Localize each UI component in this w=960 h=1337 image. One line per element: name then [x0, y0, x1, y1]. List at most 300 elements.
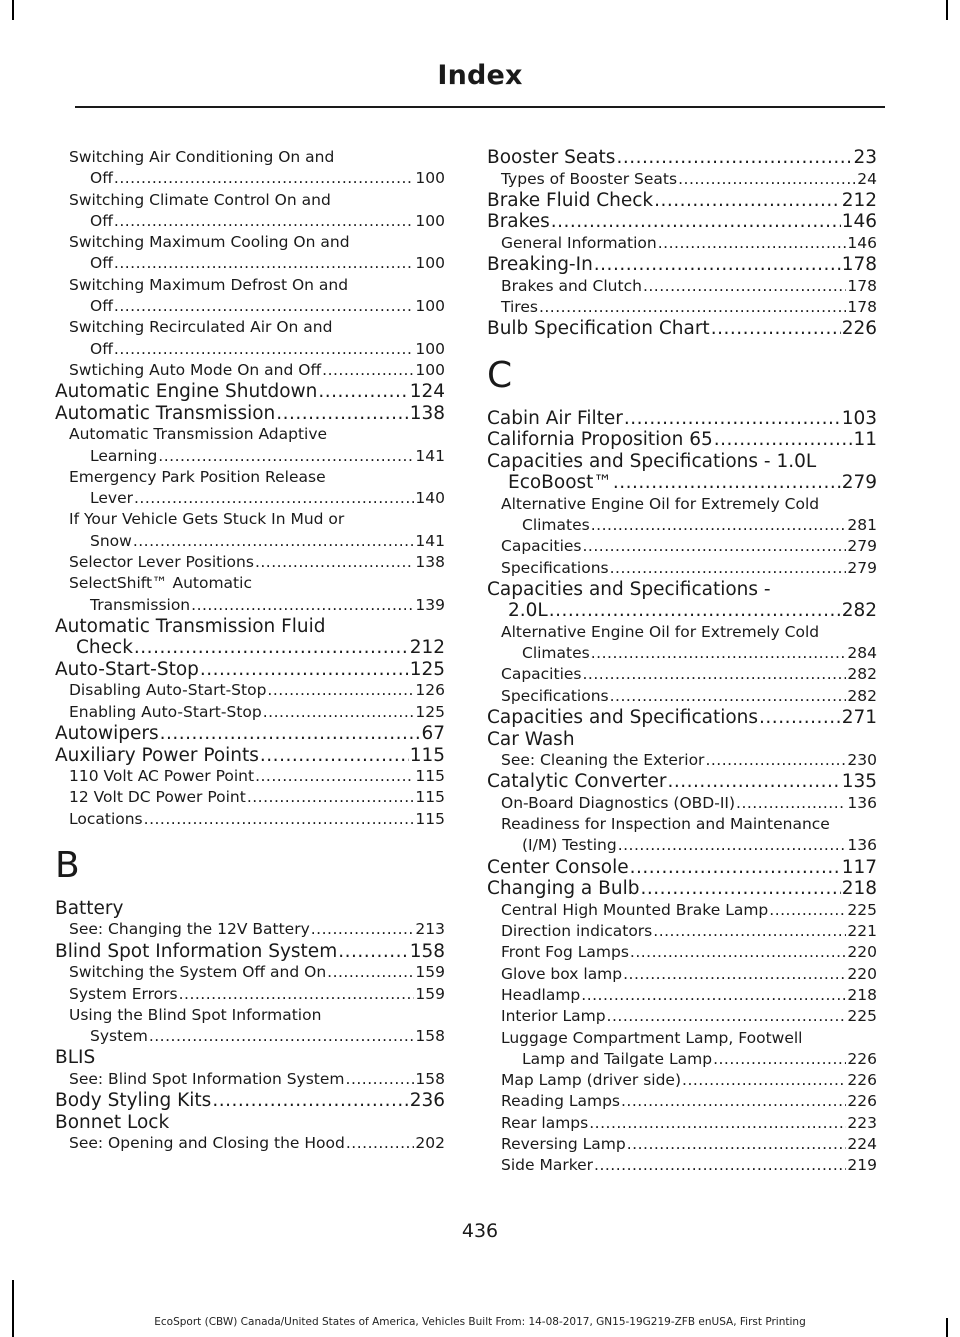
- page-reference[interactable]: 11: [853, 429, 877, 451]
- dot-leader: [591, 515, 847, 536]
- index-entry[interactable]: [487, 857, 877, 879]
- entry-text: (I/M) Testing: [522, 836, 617, 855]
- dot-leader: [346, 1133, 415, 1154]
- dot-leader: [769, 900, 846, 921]
- dot-leader: [630, 942, 847, 963]
- header-divider: [75, 106, 885, 108]
- dot-leader: [759, 707, 841, 729]
- entry-text: Swtiching Auto Mode On and Off: [69, 360, 322, 379]
- entry-text: Climates: [522, 644, 590, 663]
- page-reference[interactable]: 158: [415, 1027, 445, 1046]
- index-entry[interactable]: [487, 429, 877, 451]
- dot-leader: [705, 750, 846, 771]
- index-entry[interactable]: [487, 878, 877, 900]
- page-reference[interactable]: 202: [415, 1134, 445, 1153]
- entry-text: Specifications: [501, 686, 609, 705]
- entry-text: California Proposition 65: [487, 429, 713, 451]
- entry-text: Off: [90, 169, 113, 188]
- index-subentry[interactable]: [55, 573, 445, 616]
- dot-leader: [200, 659, 409, 681]
- index-entry[interactable]: [487, 707, 877, 729]
- entry-text: Body Styling Kits: [55, 1090, 212, 1112]
- dot-leader: [589, 1113, 846, 1134]
- entry-text: Central High Mounted Brake Lamp: [501, 900, 769, 919]
- dot-leader: [263, 702, 415, 723]
- entry-text-line: Capacities and Specifications - 1.0L: [487, 450, 817, 472]
- dot-leader: [549, 600, 841, 622]
- page-reference[interactable]: 23: [853, 147, 877, 168]
- entry-text: General Information: [501, 233, 657, 252]
- index-subentry[interactable]: [55, 147, 445, 190]
- page-number: 436: [461, 1220, 499, 1242]
- entry-text: See: Blind Spot Information System: [69, 1069, 345, 1088]
- dot-leader: [616, 147, 852, 169]
- entry-text: Battery: [55, 897, 124, 919]
- dot-leader: [158, 446, 414, 467]
- index-entry[interactable]: [55, 616, 445, 659]
- page-reference[interactable]: 236: [409, 1090, 445, 1112]
- index-subentry[interactable]: [55, 809, 445, 830]
- dot-leader: [678, 169, 856, 190]
- page-reference[interactable]: 212: [409, 637, 445, 659]
- index-subentry[interactable]: [487, 622, 877, 665]
- dot-leader: [624, 408, 841, 430]
- dot-leader: [618, 835, 847, 856]
- index-subentry[interactable]: [487, 276, 877, 297]
- page-reference[interactable]: 146: [847, 233, 877, 252]
- entry-text: Brakes and Clutch: [501, 276, 642, 295]
- page-reference[interactable]: 218: [847, 985, 877, 1004]
- entry-text: Automatic Transmission: [55, 402, 276, 424]
- entry-text: 12 Volt DC Power Point: [69, 788, 246, 807]
- page-reference[interactable]: 141: [415, 531, 445, 550]
- page-reference[interactable]: 115: [415, 788, 445, 807]
- entry-text: Side Marker: [501, 1156, 594, 1175]
- index-entry[interactable]: [487, 579, 877, 622]
- page-reference[interactable]: 100: [415, 360, 445, 379]
- entry-text: Auto-Start-Stop: [55, 658, 199, 680]
- dot-leader: [714, 429, 853, 451]
- page-reference[interactable]: 279: [841, 472, 877, 494]
- entry-text: Off: [90, 211, 113, 230]
- index-subentry[interactable]: [55, 962, 445, 983]
- page-reference[interactable]: 159: [415, 963, 445, 982]
- entry-text: Learning: [90, 446, 158, 465]
- entry-text: Tires: [501, 297, 538, 316]
- section-letter: B: [55, 844, 80, 886]
- index-entry[interactable]: [55, 745, 445, 767]
- page-reference[interactable]: 140: [415, 489, 445, 508]
- index-entry[interactable]: [55, 723, 445, 745]
- dot-leader: [191, 595, 414, 616]
- index-subentry[interactable]: [487, 664, 877, 685]
- index-subentry[interactable]: [487, 1091, 877, 1112]
- page-reference[interactable]: 282: [847, 686, 877, 705]
- index-entry[interactable]: [55, 659, 445, 681]
- entry-text-line: Using the Blind Spot Information: [69, 1005, 322, 1024]
- dot-leader: [276, 403, 408, 425]
- page-reference[interactable]: 139: [415, 595, 445, 614]
- dot-leader: [149, 1026, 415, 1047]
- dot-leader: [114, 211, 415, 232]
- index-subentry[interactable]: [55, 467, 445, 510]
- page-reference[interactable]: 279: [847, 537, 877, 556]
- page-reference[interactable]: 115: [409, 744, 445, 766]
- page-reference[interactable]: 226: [847, 1071, 877, 1090]
- crop-mark: [12, 1280, 14, 1337]
- entry-text: Car Wash: [487, 728, 575, 750]
- page-reference[interactable]: 282: [847, 665, 877, 684]
- entry-text: 110 Volt AC Power Point: [69, 767, 255, 786]
- index-entry[interactable]: [487, 729, 877, 751]
- dot-leader: [260, 745, 409, 767]
- page-reference[interactable]: 100: [415, 254, 445, 273]
- dot-leader: [255, 766, 414, 787]
- index-subentry[interactable]: [55, 509, 445, 552]
- index-subentry[interactable]: [55, 424, 445, 467]
- page-reference[interactable]: 230: [847, 751, 877, 770]
- index-subentry[interactable]: [487, 921, 877, 942]
- footer-text: EcoSport (CBW) Canada/United States of America, Vehicles Built From: 14-08-2017, GN15-19G219-ZFB enUSA, First Printing: [154, 1316, 806, 1328]
- page-reference[interactable]: 103: [841, 407, 877, 429]
- page-reference[interactable]: 220: [847, 943, 877, 962]
- page-reference[interactable]: 115: [415, 767, 445, 786]
- page-reference[interactable]: 125: [415, 702, 445, 721]
- page-reference[interactable]: 212: [841, 189, 877, 211]
- dot-leader: [318, 381, 408, 403]
- page-reference[interactable]: 159: [415, 984, 445, 1003]
- entry-text: Specifications: [501, 558, 609, 577]
- entry-text: Blind Spot Information System: [55, 940, 338, 962]
- page-reference[interactable]: 124: [409, 381, 445, 403]
- index-subentry[interactable]: [487, 1113, 877, 1134]
- index-subentry[interactable]: [487, 814, 877, 857]
- dot-leader: [327, 962, 414, 983]
- dot-leader: [114, 339, 415, 360]
- dot-leader: [346, 1069, 415, 1090]
- entry-text: Reading Lamps: [501, 1092, 620, 1111]
- dot-leader: [711, 318, 841, 340]
- page-reference[interactable]: 219: [847, 1156, 877, 1175]
- entry-text: 2.0L: [508, 600, 548, 622]
- index-entry[interactable]: [55, 941, 445, 963]
- index-subentry[interactable]: [55, 702, 445, 723]
- page-reference[interactable]: 100: [415, 211, 445, 230]
- dot-leader: [682, 1070, 846, 1091]
- index-entry[interactable]: [55, 403, 445, 425]
- page-reference[interactable]: 220: [847, 964, 877, 983]
- entry-text: Check: [76, 637, 133, 659]
- page-reference[interactable]: 141: [415, 446, 445, 465]
- entry-text: Transmission: [90, 595, 191, 614]
- entry-text: Lever: [90, 489, 133, 508]
- index-subentry[interactable]: [55, 984, 445, 1005]
- page-reference[interactable]: 221: [847, 922, 877, 941]
- crop-mark: [946, 0, 948, 20]
- dot-leader: [114, 296, 415, 317]
- entry-text: Capacities: [501, 665, 582, 684]
- entry-text: Interior Lamp: [501, 1007, 606, 1026]
- dot-leader: [160, 723, 421, 745]
- index-subentry[interactable]: [487, 1006, 877, 1027]
- page-reference[interactable]: 224: [847, 1135, 877, 1154]
- index-subentry[interactable]: [55, 1069, 445, 1090]
- index-subentry[interactable]: [487, 297, 877, 318]
- entry-text-line: Alternative Engine Oil for Extremely Cold: [501, 494, 820, 513]
- dot-leader: [623, 964, 846, 985]
- page-reference[interactable]: 282: [841, 600, 877, 622]
- dot-leader: [247, 787, 415, 808]
- page-reference[interactable]: 146: [841, 211, 877, 233]
- page-reference[interactable]: 100: [415, 297, 445, 316]
- index-column-left: [55, 147, 445, 1155]
- page-reference[interactable]: 138: [409, 402, 445, 424]
- dot-leader: [144, 809, 415, 830]
- page-reference[interactable]: 225: [847, 1007, 877, 1026]
- dot-leader: [551, 211, 841, 233]
- entry-text: See: Changing the 12V Battery: [69, 920, 310, 939]
- index-subentry[interactable]: [487, 169, 877, 190]
- entry-text: Selector Lever Positions: [69, 553, 254, 572]
- dot-leader: [607, 1006, 847, 1027]
- entry-text-line: If Your Vehicle Gets Stuck In Mud or: [69, 510, 345, 529]
- index-subentry[interactable]: [55, 552, 445, 573]
- page-reference[interactable]: 67: [421, 723, 445, 745]
- entry-text-line: Switching Climate Control On and: [69, 190, 331, 209]
- dot-leader: [581, 985, 846, 1006]
- index-entry[interactable]: [487, 318, 877, 340]
- page-reference[interactable]: 125: [409, 658, 445, 680]
- page-reference[interactable]: 271: [841, 707, 877, 729]
- page-reference[interactable]: 115: [415, 809, 445, 828]
- index-subentry[interactable]: [55, 1005, 445, 1048]
- index-subentry[interactable]: [487, 1070, 877, 1091]
- entry-text-line: Switching Recirculated Air On and: [69, 318, 333, 337]
- entry-text: Bonnet Lock: [55, 1111, 170, 1133]
- index-entry[interactable]: [55, 1047, 445, 1069]
- index-entry[interactable]: [55, 1090, 445, 1112]
- page-reference[interactable]: 178: [847, 297, 877, 316]
- entry-text: Enabling Auto-Start-Stop: [69, 702, 262, 721]
- index-entry[interactable]: [487, 190, 877, 212]
- entry-text: Center Console: [487, 856, 629, 878]
- entry-text: Types of Booster Seats: [501, 169, 678, 188]
- entry-text: Headlamp: [501, 985, 581, 1004]
- index-entry[interactable]: [487, 211, 877, 233]
- index-subentry[interactable]: [55, 232, 445, 275]
- entry-text-line: Switching Air Conditioning On and: [69, 148, 335, 166]
- index-subentry[interactable]: [487, 1155, 877, 1176]
- entry-text-line: Alternative Engine Oil for Extremely Cold: [501, 622, 820, 641]
- entry-text-line: Automatic Transmission Fluid: [55, 615, 326, 637]
- entry-text: Automatic Engine Shutdown: [55, 381, 318, 403]
- index-entry[interactable]: [487, 254, 877, 276]
- entry-text: Climates: [522, 515, 590, 534]
- dot-leader: [594, 254, 841, 276]
- entry-text: Map Lamp (driver side): [501, 1071, 682, 1090]
- index-entry[interactable]: [487, 451, 877, 494]
- entry-text: Disabling Auto-Start-Stop: [69, 681, 267, 700]
- entry-text-line: Capacities and Specifications -: [487, 578, 771, 600]
- index-entry[interactable]: [487, 771, 877, 793]
- page-reference[interactable]: 100: [415, 169, 445, 188]
- crop-mark: [12, 0, 14, 20]
- entry-text: Front Fog Lamps: [501, 943, 629, 962]
- dot-leader: [114, 168, 415, 189]
- entry-text: Changing a Bulb: [487, 878, 640, 900]
- entry-text-line: Emergency Park Position Release: [69, 467, 326, 486]
- entry-text: Glove box lamp: [501, 964, 623, 983]
- entry-text: System: [90, 1027, 148, 1046]
- entry-text: Off: [90, 339, 113, 358]
- index-subentry[interactable]: [487, 942, 877, 963]
- page-reference[interactable]: 281: [847, 515, 877, 534]
- page-reference[interactable]: 223: [847, 1113, 877, 1132]
- page-reference[interactable]: 117: [841, 856, 877, 878]
- dot-leader: [654, 190, 841, 212]
- index-subentry[interactable]: [55, 190, 445, 233]
- dot-leader: [133, 531, 415, 552]
- page-reference[interactable]: 178: [841, 254, 877, 276]
- dot-leader: [322, 360, 414, 381]
- entry-text: Breaking-In: [487, 254, 593, 276]
- index-subentry[interactable]: [487, 750, 877, 771]
- dot-leader: [610, 558, 847, 579]
- entry-text-line: Automatic Transmission Adaptive: [69, 425, 328, 444]
- entry-text: System Errors: [69, 984, 178, 1003]
- index-subentry[interactable]: [487, 985, 877, 1006]
- index-subentry[interactable]: [487, 558, 877, 579]
- page-reference[interactable]: 226: [847, 1049, 877, 1068]
- dot-leader: [627, 1134, 847, 1155]
- index-subentry[interactable]: [55, 680, 445, 701]
- dot-leader: [114, 253, 415, 274]
- dot-leader: [643, 276, 846, 297]
- index-entry[interactable]: [487, 408, 877, 430]
- entry-text: Locations: [69, 809, 143, 828]
- entry-text: Capacities and Specifications: [487, 707, 759, 729]
- page-reference[interactable]: 226: [841, 318, 877, 340]
- index-subentry[interactable]: [487, 536, 877, 557]
- page-reference[interactable]: 100: [415, 339, 445, 358]
- page-reference[interactable]: 158: [415, 1069, 445, 1088]
- entry-text: Brakes: [487, 211, 550, 233]
- page-reference[interactable]: 135: [841, 771, 877, 793]
- dot-leader: [621, 1091, 846, 1112]
- dot-leader: [591, 643, 847, 664]
- index-subentry[interactable]: [55, 919, 445, 940]
- entry-text: Autowipers: [55, 723, 159, 745]
- page-reference[interactable]: 158: [409, 940, 445, 962]
- entry-text: Reversing Lamp: [501, 1135, 626, 1154]
- dot-leader: [736, 793, 846, 814]
- entry-text: Bulb Specification Chart: [487, 318, 710, 340]
- index-subentry[interactable]: [487, 233, 877, 254]
- dot-leader: [613, 472, 841, 494]
- dot-leader: [658, 233, 847, 254]
- index-subentry[interactable]: [55, 360, 445, 381]
- entry-text: Switching the System Off and On: [69, 963, 327, 982]
- entry-text: Off: [90, 254, 113, 273]
- dot-leader: [134, 637, 409, 659]
- index-subentry[interactable]: [487, 964, 877, 985]
- index-subentry[interactable]: [487, 1028, 877, 1071]
- entry-text: EcoBoost™: [508, 472, 612, 494]
- page-reference[interactable]: 226: [847, 1092, 877, 1111]
- entry-text: Brake Fluid Check: [487, 189, 654, 211]
- dot-leader: [668, 771, 841, 793]
- index-subentry[interactable]: [487, 686, 877, 707]
- page-reference[interactable]: 178: [847, 276, 877, 295]
- page-reference[interactable]: 279: [847, 558, 877, 577]
- index-subentry[interactable]: [487, 1134, 877, 1155]
- page-reference[interactable]: 138: [415, 553, 445, 572]
- entry-text: Rear lamps: [501, 1113, 589, 1132]
- index-subentry[interactable]: [55, 1133, 445, 1154]
- page-reference[interactable]: 136: [847, 793, 877, 812]
- index-entry[interactable]: [55, 898, 445, 920]
- entry-text: See: Cleaning the Exterior: [501, 751, 705, 770]
- entry-text: Cabin Air Filter: [487, 407, 623, 429]
- dot-leader: [640, 878, 840, 900]
- entry-text: Lamp and Tailgate Lamp: [522, 1049, 713, 1068]
- index-subentry[interactable]: [55, 317, 445, 360]
- entry-text: Off: [90, 297, 113, 316]
- entry-text-line: Luggage Compartment Lamp, Footwell: [501, 1028, 803, 1047]
- index-subentry[interactable]: [55, 766, 445, 787]
- page-reference[interactable]: 136: [847, 836, 877, 855]
- index-entry[interactable]: [55, 1112, 445, 1134]
- dot-leader: [179, 984, 415, 1005]
- dot-leader: [582, 536, 846, 557]
- index-entry[interactable]: [487, 147, 877, 169]
- page-reference[interactable]: 225: [847, 900, 877, 919]
- dot-leader: [255, 552, 414, 573]
- dot-leader: [212, 1090, 408, 1112]
- entry-text: Booster Seats: [487, 147, 616, 168]
- index-subentry[interactable]: [55, 275, 445, 318]
- entry-text: On-Board Diagnostics (OBD-II): [501, 793, 736, 812]
- page-reference[interactable]: 213: [415, 920, 445, 939]
- entry-text: Catalytic Converter: [487, 771, 667, 793]
- page-reference[interactable]: 284: [847, 644, 877, 663]
- index-entry[interactable]: [55, 381, 445, 403]
- entry-text-line: Switching Maximum Defrost On and: [69, 275, 349, 294]
- entry-text-line: Switching Maximum Cooling On and: [69, 233, 350, 252]
- entry-text: Direction indicators: [501, 922, 653, 941]
- dot-leader: [582, 664, 846, 685]
- entry-text: BLIS: [55, 1047, 96, 1069]
- index-subentry[interactable]: [487, 900, 877, 921]
- entry-text-line: SelectShift™ Automatic: [69, 574, 252, 593]
- page-reference[interactable]: 126: [415, 681, 445, 700]
- dot-leader: [653, 921, 846, 942]
- dot-leader: [134, 488, 414, 509]
- dot-leader: [311, 919, 415, 940]
- page-reference[interactable]: 218: [841, 878, 877, 900]
- index-subentry[interactable]: [55, 787, 445, 808]
- index-subentry[interactable]: [487, 793, 877, 814]
- entry-text: Auxiliary Power Points: [55, 744, 259, 766]
- entry-text-line: Readiness for Inspection and Maintenance: [501, 815, 830, 834]
- section-letter: C: [487, 354, 513, 396]
- dot-leader: [713, 1049, 846, 1070]
- index-column-right: [487, 147, 877, 1177]
- page-reference[interactable]: 24: [857, 169, 877, 188]
- dot-leader: [594, 1155, 846, 1176]
- index-subentry[interactable]: [487, 494, 877, 537]
- dot-leader: [338, 941, 408, 963]
